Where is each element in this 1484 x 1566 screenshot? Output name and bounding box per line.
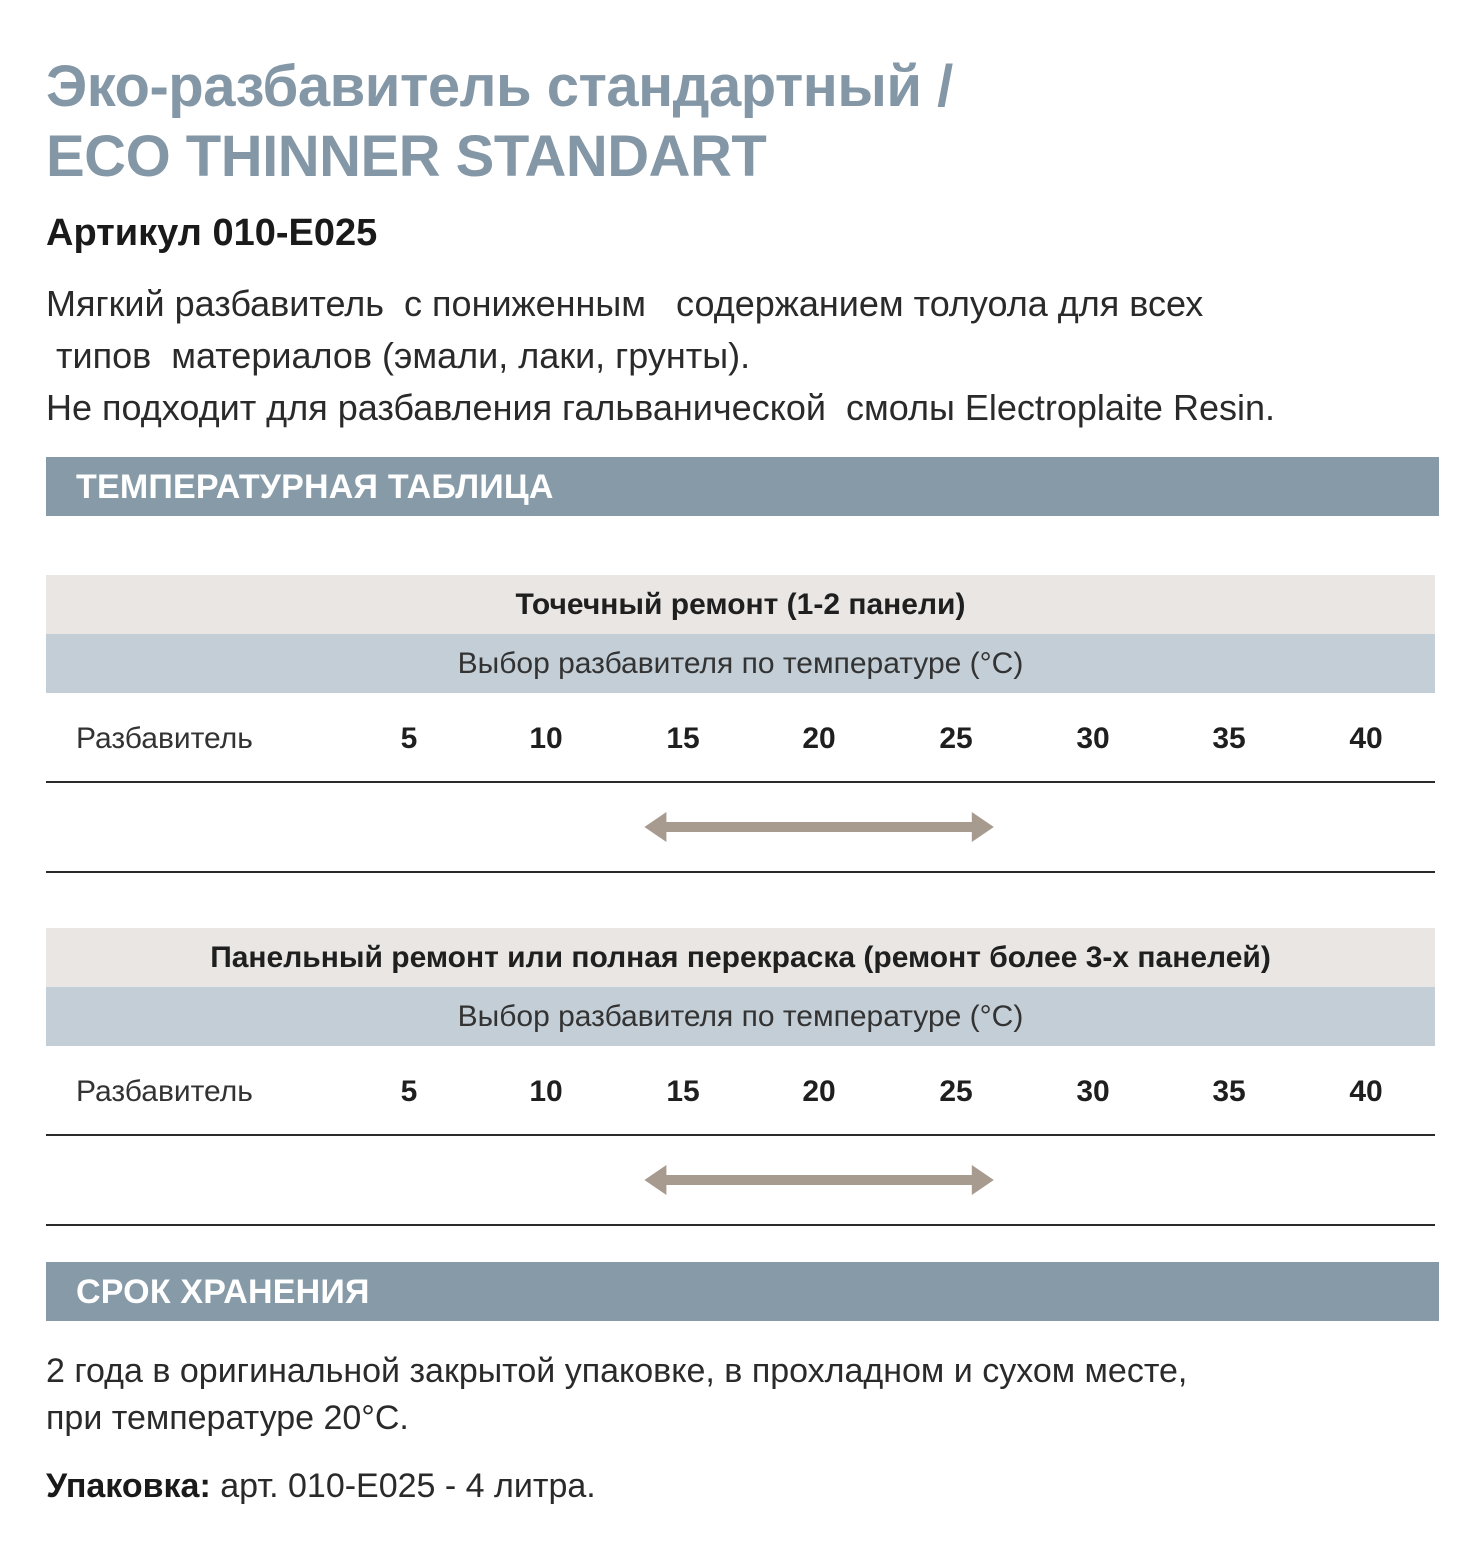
description-line: Мягкий разбавитель с пониженным содержанием толуола для всех [46,283,1204,324]
page-title [46,52,953,192]
temperature-value: 20 [802,722,836,755]
article-number: Артикул 010-E025 [46,212,378,254]
packaging-info [46,1462,596,1510]
table-subheader: Выбор разбавителя по температуре (°C) [46,987,1435,1046]
storage-line: при температуре 20°C. [46,1399,409,1437]
temperature-value: 35 [1212,1075,1246,1108]
table-header: Панельный ремонт или полная перекраска (ремонт более 3-х панелей) [46,928,1435,987]
temperature-value: 20 [802,1075,836,1108]
temperature-value: 40 [1349,722,1383,755]
arrow-head-left [644,812,666,842]
arrow-shaft [664,1175,973,1185]
title-line-en: ECO THINNER STANDART [46,124,767,189]
temperature-row [46,693,1435,783]
temperature-value: 10 [529,722,563,755]
temperature-table-panel-repair [46,928,1435,1226]
row-label: Разбавитель [76,1075,253,1108]
storage-line: 2 года в оригинальной закрытой упаковке, в прохладном и сухом месте, [46,1352,1188,1390]
temperature-value: 30 [1076,722,1110,755]
table-header: Точечный ремонт (1-2 панели) [46,575,1435,634]
temperature-table-spot-repair [46,575,1435,873]
temperature-value: 5 [400,1075,418,1108]
range-row [46,783,1435,873]
temperature-value: 25 [939,1075,973,1108]
temperature-row [46,1046,1435,1136]
storage-section-header: СРОК ХРАНЕНИЯ [46,1262,1439,1321]
range-row [46,1136,1435,1226]
range-arrow [46,809,1435,845]
temperature-value: 40 [1349,1075,1383,1108]
temperature-value: 10 [529,1075,563,1108]
table-subheader: Выбор разбавителя по температуре (°C) [46,634,1435,693]
arrow-shaft [664,822,973,832]
arrow-head-right [972,812,994,842]
temperature-value: 15 [666,1075,700,1108]
temperature-value: 25 [939,722,973,755]
temperature-section-header: ТЕМПЕРАТУРНАЯ ТАБЛИЦА [46,457,1439,516]
arrow-head-right [972,1165,994,1195]
temperature-value: 30 [1076,1075,1110,1108]
packaging-label: Упаковка: [46,1467,211,1505]
product-description [46,278,1466,434]
temperature-value: 15 [666,722,700,755]
temperature-value: 5 [400,722,418,755]
row-label: Разбавитель [76,722,253,755]
temperature-value: 35 [1212,722,1246,755]
title-line-ru: Эко-разбавитель стандартный / [46,54,953,119]
arrow-head-left [644,1165,666,1195]
description-line: Не подходит для разбавления гальванической смолы Electroplaite Resin. [46,387,1275,428]
storage-text [46,1348,1187,1442]
range-arrow [46,1162,1435,1198]
packaging-value: арт. 010-E025 - 4 литра. [210,1467,596,1505]
description-line: типов материалов (эмали, лаки, грунты). [46,335,751,376]
